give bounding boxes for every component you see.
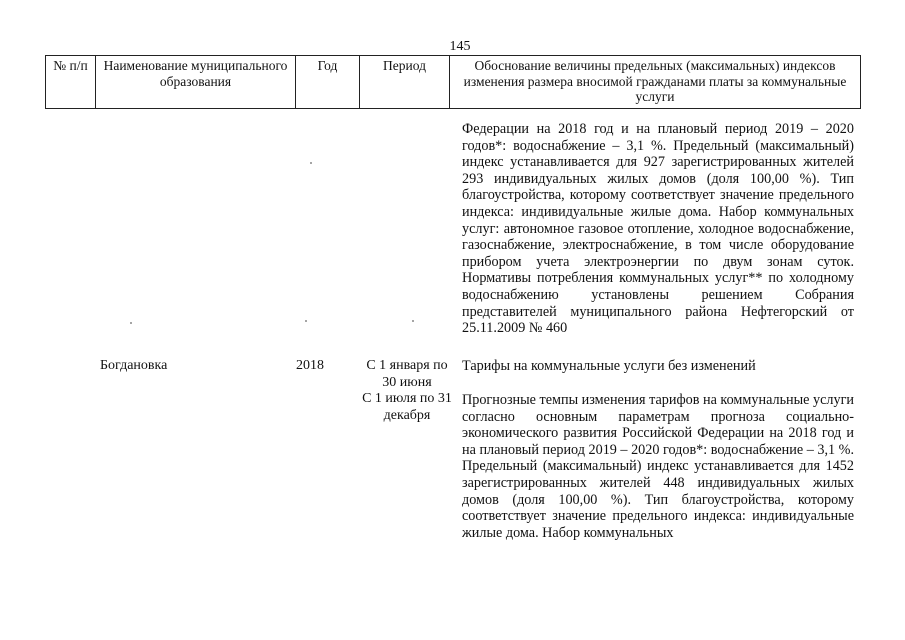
scan-speck xyxy=(130,322,132,324)
table-header xyxy=(45,55,861,109)
year-value: 2018 xyxy=(296,358,324,373)
header-number: № п/п xyxy=(46,56,96,109)
scan-speck xyxy=(412,320,414,322)
header-basis: Обоснование величины предельных (максимальных) индексов изменения размера вносимой гражданами платы за коммунальные услуги xyxy=(450,56,861,109)
period-second-half: С 1 июля по 31 декабря xyxy=(362,391,452,423)
header-year: Год xyxy=(296,56,360,109)
basis-first-half-text: Тарифы на коммунальные услуги без изменений xyxy=(462,358,756,374)
basis-second-half-text: Прогнозные темпы изменения тарифов на коммунальные услуги согласно основным параметрам прогноза социально-экономического развития Российской Федерации на 2018 год и на плановый период 2019 – 2020 годов*: водоснабжение – 3,1 %. Предельный (максимальный) индекс устанавливается для 1452 зарегистрированных жителей 448 индивидуальных жилых домов (доля 100,00 %). Тип благоустройства, которому соответствует значение предельного индекса: индивидуальные жилые дома. Набор коммунальных xyxy=(462,392,854,541)
header-period: Период xyxy=(360,56,450,109)
basis-continued xyxy=(462,121,854,337)
scan-speck xyxy=(305,320,307,322)
municipality-name: Богдановка xyxy=(100,358,168,373)
period-first-half: С 1 января по 30 июня xyxy=(366,358,448,390)
basis-first-half xyxy=(462,358,854,375)
basis-second-half xyxy=(462,392,854,541)
header-municipality: Наименование муниципального образования xyxy=(96,56,296,109)
period-cell xyxy=(362,358,452,424)
page-number: 145 xyxy=(449,39,471,54)
scan-speck xyxy=(310,162,312,164)
basis-continued-text: Федерации на 2018 год и на плановый период 2019 – 2020 годов*: водоснабжение – 3,1 %. Предельный (максимальный) индекс устанавливается для 927 зарегистрированных жителей 293 индивидуальных жилых домов (доля 100,00 %). Тип благоустройства, которому соответствует значение предельного индекса: индивидуальные жилые дома. Набор коммунальных услуг: автономное газовое отопление, холодное водоснабжение, газоснабжение, электроснабжение, в том числе оборудование прибором учета электроэнергии по двум зонам суток. Нормативы потребления коммунальных услуг** по холодному водоснабжению установлены решением Собрания представителей муниципального района Нефтегорский от 25.11.2009 № 460 xyxy=(462,121,854,337)
